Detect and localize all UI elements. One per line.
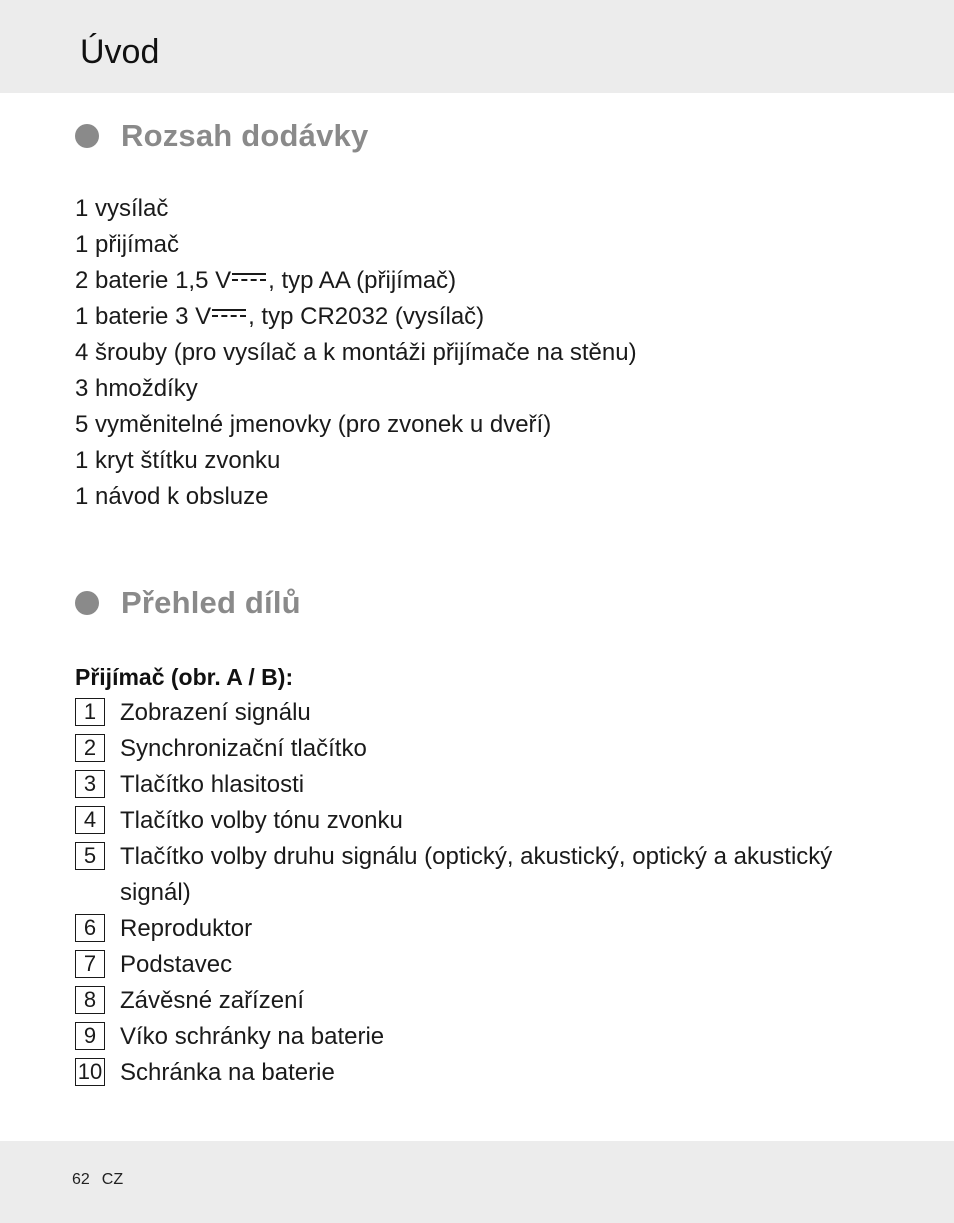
parts-list [75,695,875,1091]
part-number: 7 [75,950,105,978]
part-item [75,731,875,767]
part-number: 2 [75,734,105,762]
part-label: Tlačítko volby druhu signálu (optický, akustický, optický a akustický signál) [120,843,833,906]
list-item-text: 2 baterie 1,5 V [75,267,232,294]
part-label: Víko schránky na baterie [120,1023,385,1050]
list-item-text: 1 baterie 3 V [75,303,212,330]
list-item: 3 hmoždíky [75,375,198,402]
list-item: 1 přijímač [75,231,180,258]
part-number: 9 [75,1022,105,1050]
part-item [75,839,875,911]
part-item [75,983,875,1019]
part-number: 5 [75,842,105,870]
page-footer [72,1170,123,1190]
bullet-icon [75,591,99,615]
part-label: Reproduktor [120,915,253,942]
part-number: 6 [75,914,105,942]
part-number: 1 [75,698,105,726]
language-code: CZ [101,1171,124,1188]
part-item [75,947,875,983]
list-item [75,299,637,335]
list-item: 1 návod k obsluze [75,483,269,510]
part-label: Závěsné zařízení [120,987,305,1014]
footer-band [0,1141,954,1223]
part-item [75,695,875,731]
list-item: 4 šrouby (pro vysílač a k montáži přijímače na stěnu) [75,339,637,366]
section-heading-label: Přehled dílů [121,585,301,620]
part-number: 8 [75,986,105,1014]
page-title: Úvod [80,33,160,71]
direct-current-icon [212,306,246,320]
section-heading-label: Rozsah dodávky [121,118,369,153]
part-label: Tlačítko volby tónu zvonku [120,807,403,834]
bullet-icon [75,124,99,148]
delivery-list [75,191,637,515]
part-number: 10 [75,1058,105,1086]
part-label: Synchronizační tlačítko [120,735,367,762]
list-item: 1 vysílač [75,195,169,222]
part-number: 4 [75,806,105,834]
part-item [75,803,875,839]
section-heading-parts [75,583,301,623]
part-label: Podstavec [120,951,233,978]
list-item-text: , typ CR2032 (vysílač) [248,303,485,330]
part-number: 3 [75,770,105,798]
part-item [75,911,875,947]
part-label: Tlačítko hlasitosti [120,771,305,798]
direct-current-icon [232,270,266,284]
list-item-text: , typ AA (přijímač) [268,267,457,294]
list-item: 5 vyměnitelné jmenovky (pro zvonek u dveří) [75,411,552,438]
receiver-subheading: Přijímač (obr. A / B): [75,664,294,690]
section-heading-delivery [75,116,368,156]
list-item [75,263,637,299]
part-label: Zobrazení signálu [120,699,311,726]
part-item [75,1055,875,1091]
part-item [75,767,875,803]
part-label: Schránka na baterie [120,1059,335,1086]
page-number: 62 [72,1171,90,1188]
part-item [75,1019,875,1055]
list-item: 1 kryt štítku zvonku [75,447,281,474]
